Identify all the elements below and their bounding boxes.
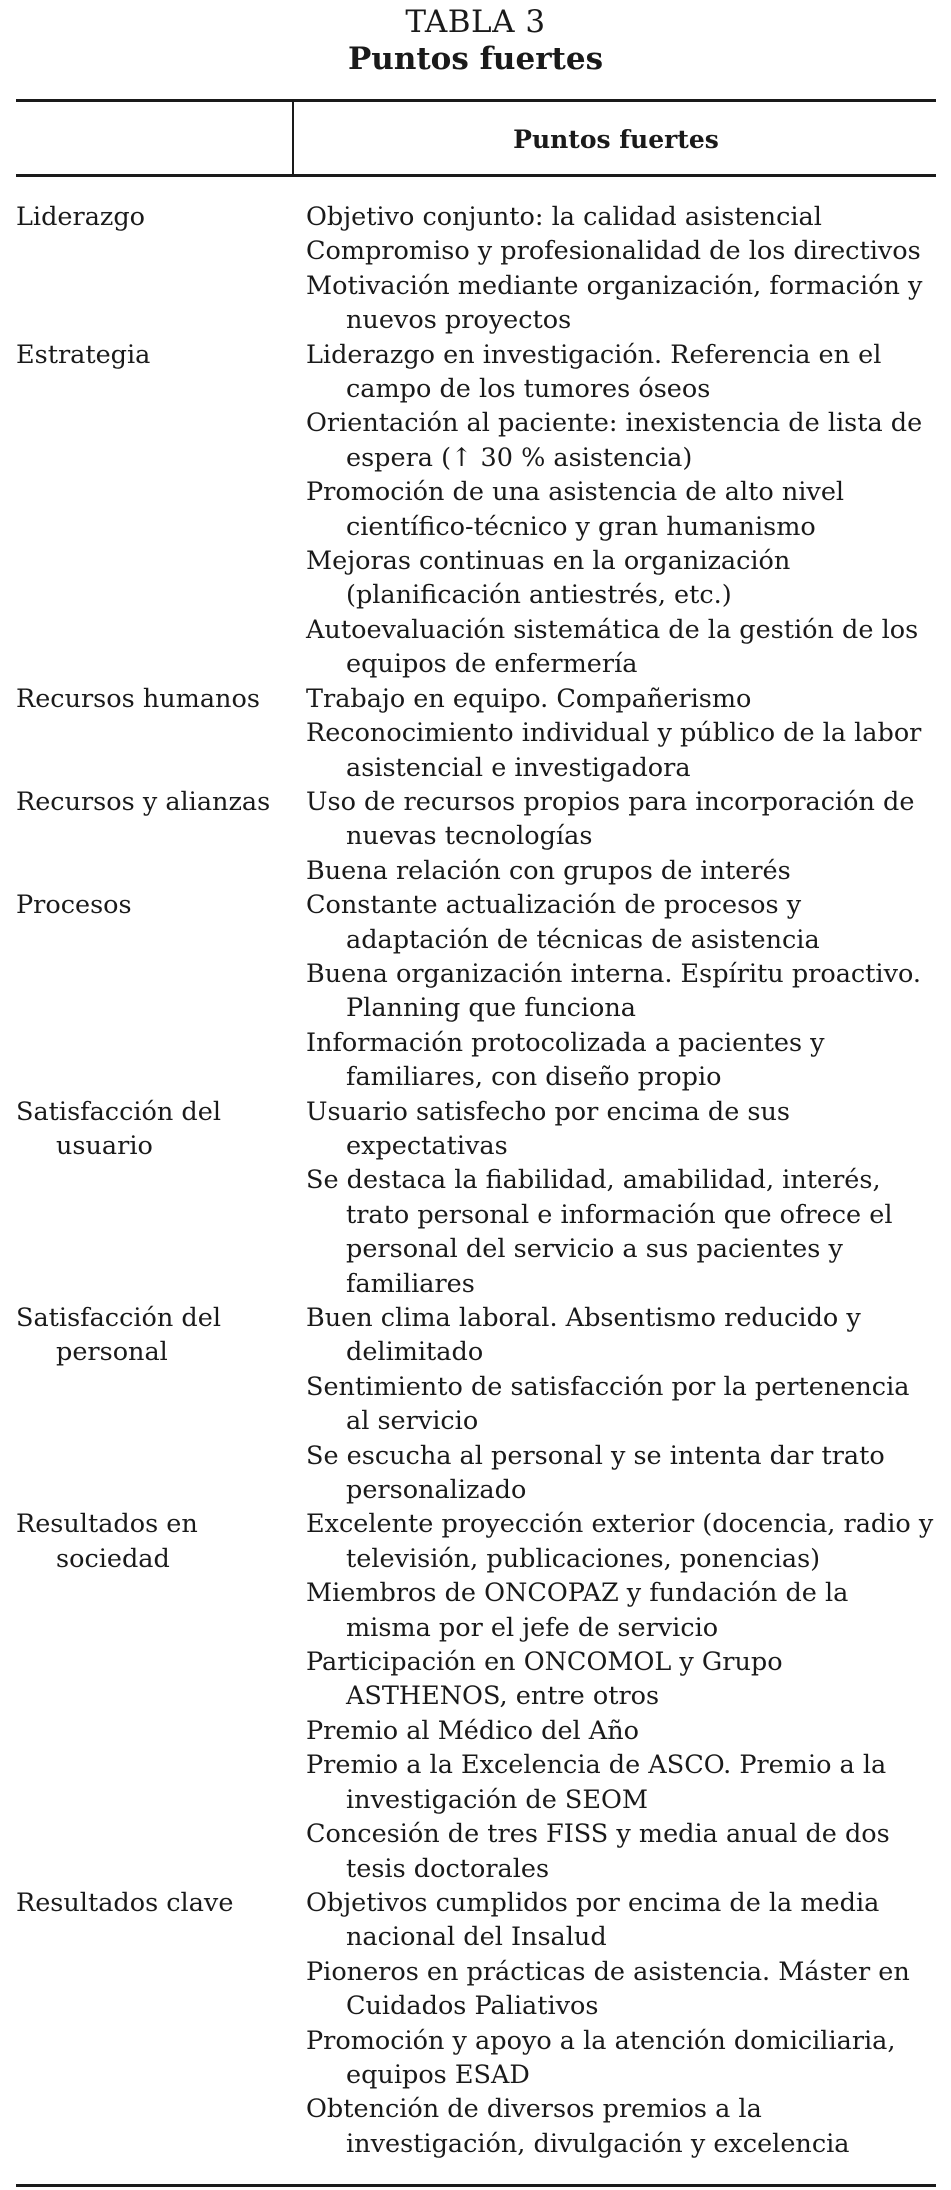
list-item: Premio a la Excelencia de ASCO. Premio a la investigación de SEOM <box>306 1750 887 1815</box>
list-item: Promoción de una asistencia de alto nivel científico-técnico y gran humanismo <box>306 477 845 542</box>
row-items <box>306 1886 936 2161</box>
row-label: Resultados clave <box>16 1887 234 1918</box>
list-item: Uso de recursos propios para incorporación de nuevas tecnologías <box>306 786 915 852</box>
table-row <box>16 1507 936 1885</box>
row-label: Procesos <box>16 890 132 921</box>
bottom-rule <box>16 2184 936 2187</box>
list-item: Promoción y apoyo a la atención domiciliaria, equipos ESAD <box>306 2025 896 2090</box>
list-item: Motivación mediante organización, formación y nuevos proyectos <box>306 270 923 336</box>
list-item: Participación en ONCOMOL y Grupo ASTHENOS, entre otros <box>306 1647 783 1712</box>
table-row <box>16 682 936 785</box>
row-items <box>306 785 936 888</box>
table-body <box>16 200 936 2161</box>
list-item: Objetivos cumplidos por encima de la media nacional del Insalud <box>306 1887 880 1953</box>
row-label: Satisfacción del personal <box>16 1303 221 1368</box>
row-items <box>306 338 936 682</box>
list-item: Constante actualización de procesos y adaptación de técnicas de asistencia <box>306 890 820 955</box>
list-item: Se escucha al personal y se intenta dar trato personalizado <box>306 1440 885 1506</box>
table-row <box>16 1095 936 1301</box>
row-label: Recursos humanos <box>16 683 260 714</box>
list-item: Liderazgo en investigación. Referencia en el campo de los tumores óseos <box>306 339 882 405</box>
row-items <box>306 1507 936 1885</box>
table-row <box>16 338 936 682</box>
list-item: Trabajo en equipo. Compañerismo <box>306 683 752 714</box>
list-item: Información protocolizada a pacientes y familiares, con diseño propio <box>306 1027 825 1093</box>
list-item: Concesión de tres FISS y media anual de dos tesis doctorales <box>306 1819 890 1884</box>
table-row <box>16 200 936 338</box>
table-title: Puntos fuertes <box>347 41 604 77</box>
table-row <box>16 1301 936 1507</box>
list-item: Buena relación con grupos de interés <box>306 855 791 886</box>
top-rule <box>16 99 936 102</box>
list-item: Excelente proyección exterior (docencia, radio y televisión, publicaciones, ponencias) <box>306 1509 934 1574</box>
list-item: Miembros de ONCOPAZ y fundación de la misma por el jefe de servicio <box>306 1578 849 1643</box>
row-label: Liderazgo <box>16 202 146 232</box>
list-item: Se destaca la fiabilidad, amabilidad, interés, trato personal e información que ofrece el personal del servicio a sus pacientes y familiares <box>306 1165 893 1299</box>
list-item: Objetivo conjunto: la calidad asistencial <box>306 202 822 232</box>
row-items <box>306 682 936 785</box>
list-item: Obtención de diversos premios a la investigación, divulgación y excelencia <box>306 2094 850 2159</box>
row-label: Satisfacción del usuario <box>16 1096 221 1161</box>
list-item: Sentimiento de satisfacción por la pertenencia al servicio <box>306 1371 910 1437</box>
list-item: Premio al Médico del Año <box>306 1715 639 1746</box>
table-caption <box>0 0 951 78</box>
table-row <box>16 1886 936 2161</box>
row-label: Recursos y alianzas <box>16 786 271 817</box>
table-row <box>16 785 936 888</box>
list-item: Pioneros en prácticas de asistencia. Máster en Cuidados Paliativos <box>306 1956 910 2022</box>
header-column-divider <box>292 101 294 176</box>
list-item: Compromiso y profesionalidad de los directivos <box>306 236 921 267</box>
row-items <box>306 1301 936 1507</box>
list-item: Orientación al paciente: inexistencia de lista de espera (↑ 30 % asistencia) <box>306 408 923 473</box>
row-items <box>306 200 936 338</box>
table-number: TABLA 3 <box>405 4 546 40</box>
header-rule <box>16 174 936 177</box>
row-items <box>306 1095 936 1301</box>
list-item: Buena organización interna. Espíritu proactivo. Planning que funciona <box>306 958 922 1024</box>
column-header: Puntos fuertes <box>513 125 719 154</box>
list-item: Autoevaluación sistemática de la gestión de los equipos de enfermería <box>306 614 919 680</box>
row-items <box>306 888 936 1094</box>
list-item: Buen clima laboral. Absentismo reducido y delimitado <box>306 1303 861 1368</box>
list-item: Mejoras continuas en la organización (planificación antiestrés, etc.) <box>306 546 791 611</box>
row-label: Estrategia <box>16 339 151 370</box>
row-label: Resultados en sociedad <box>16 1509 198 1574</box>
table-row <box>16 888 936 1094</box>
list-item: Usuario satisfecho por encima de sus expectativas <box>306 1096 791 1161</box>
list-item: Reconocimiento individual y público de la labor asistencial e investigadora <box>306 718 922 783</box>
